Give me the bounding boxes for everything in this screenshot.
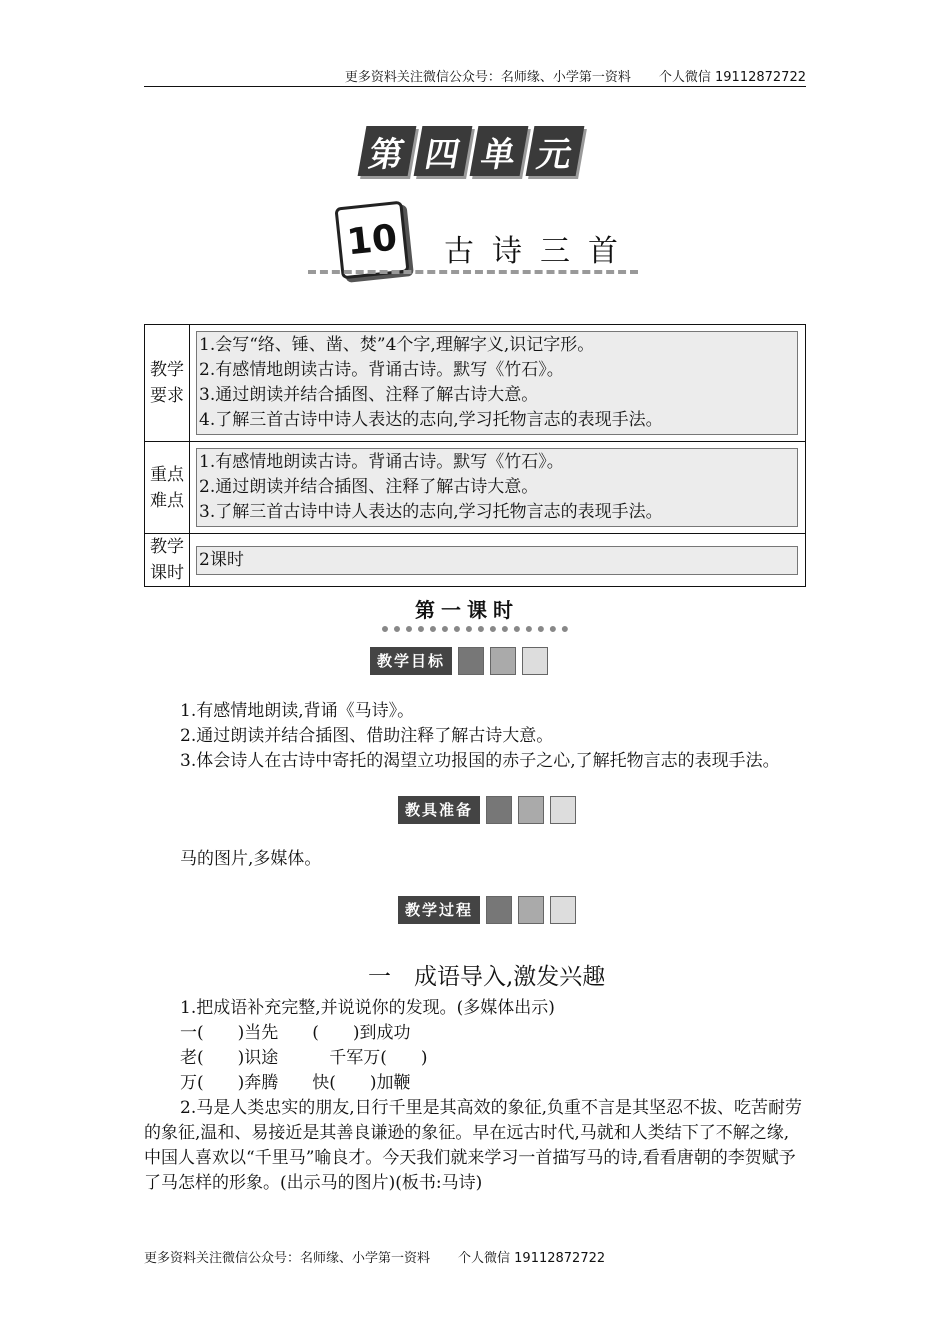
list-item: 1.会写“络、锤、凿、焚”4个字,理解字义,识记字形。 — [199, 335, 595, 355]
tag-square — [490, 647, 516, 675]
list-item: 2.通过朗读并结合插图、借助注释了解古诗大意。 — [180, 726, 554, 746]
row-head-label: 教学课时 — [150, 537, 184, 583]
tools-tag — [398, 796, 576, 824]
footer-wechat: 个人微信 19112872722 — [458, 1251, 606, 1266]
lesson-number-calendar-icon: 10 — [334, 201, 409, 280]
row-body — [190, 325, 806, 442]
lesson-title-underline — [308, 270, 638, 274]
tag-square — [518, 896, 544, 924]
page-header — [144, 66, 806, 85]
footer-text: 更多资料关注微信公众号：名师缘、小学第一资料 — [144, 1251, 431, 1266]
tag-label: 教具准备 — [398, 796, 480, 824]
list-item: 1.有感情地朗读,背诵《马诗》。 — [180, 701, 415, 721]
unit-char: 第 — [358, 126, 417, 176]
idiom-line: 万( )奔腾 快( )加鞭 — [180, 1073, 411, 1093]
part-body — [144, 996, 806, 1196]
list-item: 3.体会诗人在古诗中寄托的渴望立功报国的赤子之心,了解托物言志的表现手法。 — [180, 751, 780, 771]
list-item: 1.有感情地朗读古诗。背诵古诗。默写《竹石》。 — [199, 452, 564, 472]
tag-square — [518, 796, 544, 824]
section-title-underline — [382, 626, 568, 632]
list-item: 2.有感情地朗读古诗。背诵古诗。默写《竹石》。 — [199, 360, 564, 380]
row-head-key-points — [145, 442, 190, 534]
requirements-box — [196, 331, 798, 435]
requirements-table — [144, 324, 806, 587]
row-head-label: 重点难点 — [150, 464, 184, 511]
unit-banner — [362, 126, 580, 176]
tag-label: 教学过程 — [398, 896, 480, 924]
idiom-line: 老( )识途 千军万( ) — [180, 1048, 428, 1068]
list-item: 3.通过朗读并结合插图、注释了解古诗大意。 — [199, 385, 539, 405]
periods-box — [196, 546, 798, 575]
tag-square — [550, 896, 576, 924]
part-heading: 一 成语导入,激发兴趣 — [368, 964, 606, 990]
tools-text: 马的图片,多媒体。 — [180, 849, 322, 869]
tag-square — [486, 896, 512, 924]
list-item: 3.了解三首古诗中诗人表达的志向,学习托物言志的表现手法。 — [199, 502, 663, 522]
list-item: 4.了解三首古诗中诗人表达的志向,学习托物言志的表现手法。 — [199, 410, 663, 430]
question-1: 1.把成语补充完整,并说说你的发现。(多媒体出示) — [180, 998, 555, 1018]
process-tag — [398, 896, 576, 924]
section-title: 第一课时 — [415, 598, 519, 622]
row-head-label: 教学要求 — [150, 360, 184, 406]
tag-square — [550, 796, 576, 824]
header-wechat: 个人微信 19112872722 — [658, 70, 806, 85]
unit-char: 四 — [414, 126, 473, 176]
table-row — [145, 325, 806, 442]
key-points-box — [196, 448, 798, 527]
header-divider — [144, 86, 806, 87]
question-2: 2.马是人类忠实的朋友,日行千里是其高效的象征,负重不言是其坚忍不拔、吃苦耐劳的象征,温和、易接近是其善良谦逊的象征。早在远古时代,马就和人类结下了不解之缘,中国人喜欢以“千里马”喻良才。今天我们就来学习一首描写马的诗,看看唐朝的李贺赋予了马怎样的形象。(出示马的图片)(板书:马诗) — [144, 1098, 803, 1193]
goals-tag — [370, 647, 548, 675]
header-text: 更多资料关注微信公众号：名师缘、小学第一资料 — [344, 70, 631, 85]
lesson-title: 古诗三首 — [444, 234, 636, 269]
goals-list — [144, 699, 806, 774]
list-item: 2课时 — [199, 549, 244, 570]
tag-square — [522, 647, 548, 675]
page-footer — [144, 1247, 605, 1266]
tag-square — [486, 796, 512, 824]
unit-char: 元 — [526, 126, 585, 176]
row-body — [190, 442, 806, 534]
row-head-requirements — [145, 325, 190, 442]
tag-label: 教学目标 — [370, 647, 452, 675]
table-row — [145, 442, 806, 534]
list-item: 2.通过朗读并结合插图、注释了解古诗大意。 — [199, 477, 539, 497]
table-row — [145, 534, 806, 587]
row-head-periods — [145, 534, 190, 587]
tag-square — [458, 647, 484, 675]
idiom-line: 一( )当先 ( )到成功 — [180, 1023, 411, 1043]
unit-char: 单 — [470, 126, 529, 176]
row-body — [190, 534, 806, 587]
